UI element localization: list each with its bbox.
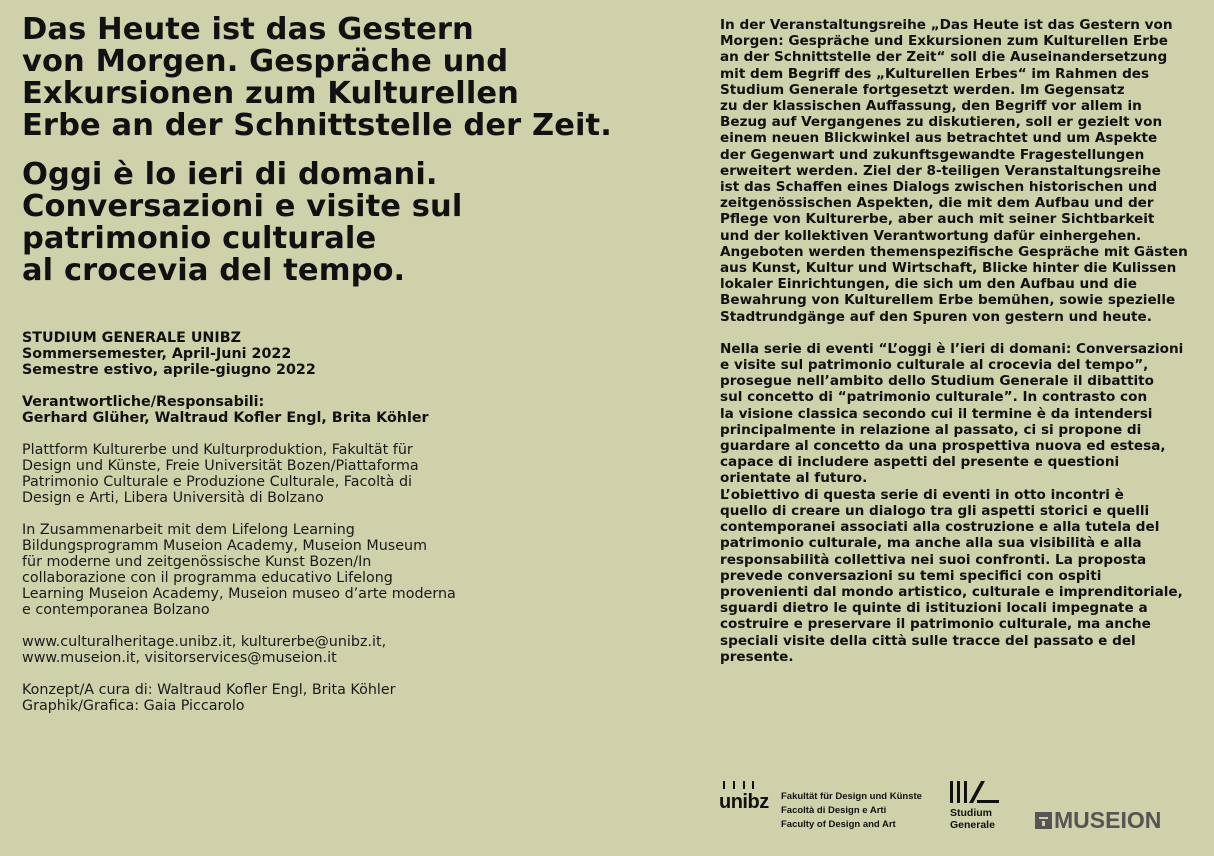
text-line: provenienti dal mondo artistico, culturale e imprenditoriale, bbox=[720, 583, 1183, 600]
title-line: Exkursionen zum Kulturellen bbox=[22, 76, 519, 111]
credits-text bbox=[22, 682, 642, 714]
text-line: e contemporanea Bolzano bbox=[22, 602, 210, 618]
text-line: orientate al futuro. bbox=[720, 470, 868, 487]
studium-generale-info bbox=[22, 330, 642, 378]
title-line: Das Heute ist das Gestern bbox=[22, 12, 474, 47]
title-line: Oggi è lo ieri di domani. bbox=[22, 157, 438, 192]
text-line: In Zusammenarbeit mit dem Lifelong Learning bbox=[22, 522, 355, 538]
links-text bbox=[22, 634, 642, 666]
museion-logo bbox=[1035, 807, 1161, 834]
text-line: Graphik/Grafica: Gaia Piccarolo bbox=[22, 698, 245, 714]
text-line: Patrimonio Culturale e Produzione Culturale, Facoltà di bbox=[22, 474, 413, 490]
text-line: zu der klassischen Auffassung, den Begriff vor allem in bbox=[720, 98, 1142, 115]
text-line: Plattform Kulturerbe und Kulturproduktion, Fakultät für bbox=[22, 442, 413, 458]
text-line: zeitgenössischen Aspekten, die mit dem Aufbau und der bbox=[720, 195, 1154, 212]
text-line: responsabilità collettiva nei suoi confronti. La proposta bbox=[720, 551, 1147, 568]
info-line: Semestre estivo, aprile-giugno 2022 bbox=[22, 362, 316, 378]
text-line: In der Veranstaltungsreihe „Das Heute ist das Gestern von bbox=[720, 17, 1173, 33]
text-line: contemporanei associati alla costruzione e alla tutela del bbox=[720, 519, 1160, 536]
link-line[interactable]: www.museion.it, visitorservices@museion.it bbox=[22, 650, 337, 666]
paragraph-german bbox=[720, 17, 1198, 325]
info-line: STUDIUM GENERALE UNIBZ bbox=[22, 330, 241, 346]
text-line: capace di includere aspetti del presente e questioni bbox=[720, 454, 1120, 471]
museion-wordmark: MUSEION bbox=[1054, 807, 1162, 833]
text-line: der Gegenwart und zukunftsgewandte Fragestellungen bbox=[720, 146, 1145, 163]
text-line: la visione classica secondo cui il termine è da intendersi bbox=[720, 405, 1153, 422]
unibz-bars-icon bbox=[719, 779, 765, 789]
studium-generale-logo bbox=[949, 779, 1009, 839]
text-line: ist das Schaffen eines Dialogs zwischen historischen und bbox=[720, 179, 1158, 196]
title-line: al crocevia del tempo. bbox=[22, 253, 406, 288]
paragraph-italian bbox=[720, 341, 1198, 665]
responsible-label: Verantwortliche/Responsabili: bbox=[22, 394, 265, 410]
text-line: speciali visite della città sulle tracce del passato e del bbox=[720, 632, 1136, 649]
title-german bbox=[22, 14, 642, 142]
text-line: principalmente in relazione al passato, ci si propone di bbox=[720, 421, 1142, 438]
text-line: Bildungsprogramm Museion Academy, Museion Museum bbox=[22, 538, 428, 554]
text-line: sguardi dietro le quinte di istituzioni locali impegnate a bbox=[720, 600, 1148, 617]
title-line: patrimonio culturale bbox=[22, 221, 377, 256]
link-line[interactable]: www.culturalheritage.unibz.it, kulturerbe@unibz.it, bbox=[22, 634, 387, 650]
text-line: Bewahrung von Kulturellem Erbe bemühen, sowie spezielle bbox=[720, 292, 1176, 309]
text-line: Learning Museion Academy, Museion museo d’arte moderna bbox=[22, 586, 456, 602]
text-line: L’obiettivo di questa serie di eventi in otto incontri è bbox=[720, 486, 1124, 503]
text-line: Studium Generale fortgesetzt werden. Im Gegensatz bbox=[720, 81, 1125, 98]
text-line: erweitert werden. Ziel der 8-teiligen Veranstaltungsreihe bbox=[720, 162, 1161, 179]
sg-line: Generale bbox=[950, 819, 995, 831]
text-line: presente. bbox=[720, 648, 794, 665]
title-italian bbox=[22, 159, 642, 287]
text-line: lokaler Einrichtungen, die sich um den Aufbau und die bbox=[720, 276, 1137, 293]
title-line: Erbe an der Schnittstelle der Zeit. bbox=[22, 108, 612, 143]
text-line: collaborazione con il programma educativo Lifelong bbox=[22, 570, 393, 586]
text-line: prevede conversazioni su temi specifici con ospiti bbox=[720, 567, 1102, 584]
text-line: Nella serie di eventi “L’oggi è l’ieri di domani: Conversazioni bbox=[720, 340, 1184, 357]
title-line: von Morgen. Gespräche und bbox=[22, 44, 509, 79]
text-line: quello di creare un dialogo tra gli aspetti storici e quelli bbox=[720, 502, 1150, 519]
text-line: und der kollektiven Verantwortung dafür einhergehen. bbox=[720, 227, 1142, 244]
faculty-line: Fakultät für Design und Künste bbox=[781, 791, 922, 802]
text-line: an der Schnittstelle der Zeit“ soll die Auseinandersetzung bbox=[720, 49, 1168, 66]
text-line: einem neuen Blickwinkel aus betrachtet und um Aspekte bbox=[720, 130, 1158, 147]
text-line: sul concetto di “patrimonio culturale”. In contrasto con bbox=[720, 389, 1148, 406]
text-line: Bezug auf Vergangenes zu diskutieren, soll er gezielt von bbox=[720, 114, 1163, 131]
text-line: Morgen: Gespräche und Exkursionen zum Kulturellen Erbe bbox=[720, 33, 1168, 50]
platform-text bbox=[22, 442, 642, 506]
text-line: Design und Künste, Freie Universität Bozen/Piattaforma bbox=[22, 458, 419, 474]
responsible-names: Gerhard Glüher, Waltraud Kofler Engl, Brita Köhler bbox=[22, 410, 429, 426]
text-line: e visite sul patrimonio culturale al crocevia del tempo”, bbox=[720, 357, 1149, 374]
text-line: Pflege von Kulturerbe, aber auch mit seiner Sichtbarkeit bbox=[720, 211, 1155, 228]
text-line: mit dem Begriff des „Kulturellen Erbes“ im Rahmen des bbox=[720, 65, 1150, 82]
right-column bbox=[720, 17, 1198, 665]
faculty-line: Faculty of Design and Art bbox=[781, 819, 896, 830]
text-line: guardare al concetto da una prospettiva nuova ed estesa, bbox=[720, 438, 1166, 455]
cooperation-text bbox=[22, 522, 642, 618]
logo-bar bbox=[719, 779, 1194, 839]
responsible-block bbox=[22, 394, 642, 426]
text-line: Angeboten werden themenspezifische Gespräche mit Gästen bbox=[720, 243, 1188, 260]
text-line: costruire e preservare il patrimonio culturale, ma anche bbox=[720, 616, 1151, 633]
text-line: für moderne und zeitgenössische Kunst Bozen/In bbox=[22, 554, 372, 570]
text-line: Konzept/A cura di: Waltraud Kofler Engl, Brita Köhler bbox=[22, 682, 396, 698]
title-line: Conversazioni e visite sul bbox=[22, 189, 463, 224]
left-column bbox=[22, 14, 642, 714]
text-line: patrimonio culturale, ma anche alla sua visibilità e alla bbox=[720, 535, 1142, 552]
studium-generale-text bbox=[950, 807, 995, 831]
faculty-label bbox=[781, 790, 922, 832]
text-line: Design e Arti, Libera Università di Bolzano bbox=[22, 490, 324, 506]
text-line: Stadtrundgänge auf den Spuren von gestern und heute. bbox=[720, 308, 1152, 325]
text-line: prosegue nell’ambito dello Studium Generale il dibattito bbox=[720, 373, 1154, 390]
info-line: Sommersemester, April-Juni 2022 bbox=[22, 346, 292, 362]
unibz-wordmark: unibz bbox=[719, 791, 769, 813]
sg-line: Studium bbox=[950, 807, 992, 819]
text-line: aus Kunst, Kultur und Wirtschaft, Blicke hinter die Kulissen bbox=[720, 260, 1177, 277]
studium-generale-icon bbox=[949, 779, 1001, 805]
faculty-line: Facoltà di Design e Arti bbox=[781, 805, 887, 816]
museion-icon bbox=[1035, 812, 1052, 829]
